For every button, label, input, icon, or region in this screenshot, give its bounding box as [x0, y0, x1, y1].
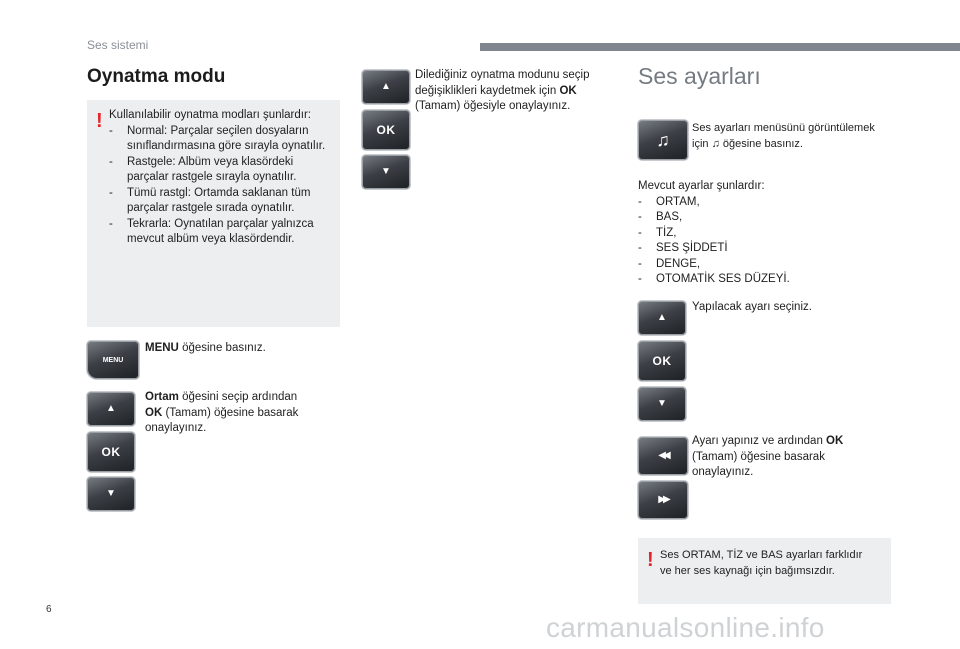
music-note-icon: ♫ [656, 129, 670, 150]
rewind-button[interactable] [638, 437, 688, 475]
arrow-down-icon: ▼ [657, 398, 667, 409]
available-settings: Mevcut ayarlar şunlardır: - ORTAM, - BAS, - TİZ, - SES ŞİDDETİ - DENGE, - OTOMATİK SES DÜZEYİ. [638, 179, 790, 288]
arrow-up-icon: ▲ [381, 81, 391, 92]
note-intro: Kullanılabilir oynatma modları şunlardır: [109, 109, 311, 121]
sound-settings-note-text: Ses ORTAM, TİZ ve BAS ayarları farklıdır ve her ses kaynağı için bağımsızdır. [660, 549, 863, 577]
header-bar [480, 43, 960, 51]
forward-button[interactable] [638, 481, 688, 519]
up-button[interactable] [362, 70, 410, 104]
arrow-up-icon: ▲ [106, 403, 116, 414]
warning-icon: ! [96, 110, 103, 132]
up-button[interactable] [87, 392, 135, 426]
menu-button[interactable] [87, 341, 139, 379]
list-item: - DENGE, [638, 257, 701, 270]
list-item: - Normal: Parçalar seçilen dosyaların [109, 124, 309, 137]
step-confirm-mode: Dilediğiniz oynatma modunu seçip değişiklikleri kaydetmek için OK (Tamam) öğesiyle onaylayınız. [415, 69, 590, 112]
list-item: - ORTAM, [638, 195, 700, 208]
watermark: carmanualsonline.info [546, 612, 825, 643]
ok-button-label: OK [101, 445, 121, 459]
list-item: - Tümü rastgl: Ortamda saklanan tüm [109, 186, 311, 199]
music-note-icon: ♫ [711, 137, 720, 150]
menu-button-label: MENU [102, 356, 124, 364]
list-item: - OTOMATİK SES DÜZEYİ. [638, 273, 790, 285]
down-button[interactable] [638, 387, 686, 421]
list-item: - SES ŞİDDETİ [638, 242, 728, 254]
step-press-menu: MENU öğesine basınız. [145, 342, 266, 354]
list-item: - TİZ, [638, 226, 677, 239]
step-select-setting: Yapılacak ayarı seçiniz. [692, 301, 812, 313]
down-button[interactable] [362, 155, 410, 189]
sound-settings-note [638, 538, 891, 604]
list-item-cont: sınıflandırmasına göre sırayla oynatılır. [127, 140, 326, 152]
music-button[interactable] [638, 120, 688, 160]
list-item: - Rastgele: Albüm veya klasördeki [109, 155, 294, 168]
list-item-cont: mevcut albüm veya klasördendir. [127, 233, 295, 245]
arrow-down-icon: ▼ [106, 488, 116, 499]
list-item-cont: parçalar rastgele sırada oynatılır. [127, 202, 295, 214]
fast-forward-icon: ▶▶ [658, 494, 668, 505]
page-number: 6 [46, 604, 52, 615]
ok-button[interactable] [638, 341, 686, 381]
section-header: Ses sistemi [87, 38, 149, 52]
ok-button[interactable] [87, 432, 135, 472]
section-title-sound-settings: Ses ayarları [638, 63, 761, 89]
down-button[interactable] [87, 477, 135, 511]
rewind-icon: ◀◀ [658, 450, 668, 461]
playback-modes-note [87, 100, 340, 327]
playback-modes-text [109, 108, 339, 248]
up-button[interactable] [638, 301, 686, 335]
ok-button-label: OK [376, 123, 396, 137]
ok-button-label: OK [652, 354, 672, 368]
step-adjust-confirm: Ayarı yapınız ve ardından OK (Tamam) öğesine basarak onaylayınız. [692, 435, 844, 478]
step-open-sound-menu: Ses ayarları menüsünü görüntülemek için ♫ öğesine basınız. [692, 122, 875, 150]
arrow-up-icon: ▲ [657, 312, 667, 323]
list-item-cont: parçalar rastgele sırayla oynatılır. [127, 171, 297, 183]
ok-button[interactable] [362, 110, 410, 150]
list-item: - Tekrarla: Oynatılan parçalar yalnızca [109, 217, 314, 230]
section-title-playback-mode: Oynatma modu [87, 66, 226, 87]
list-item: - BAS, [638, 211, 683, 223]
warning-icon: ! [647, 549, 654, 571]
arrow-down-icon: ▼ [381, 166, 391, 177]
step-select-media: Ortam öğesini seçip ardından OK (Tamam) öğesine basarak onaylayınız. [145, 391, 299, 434]
